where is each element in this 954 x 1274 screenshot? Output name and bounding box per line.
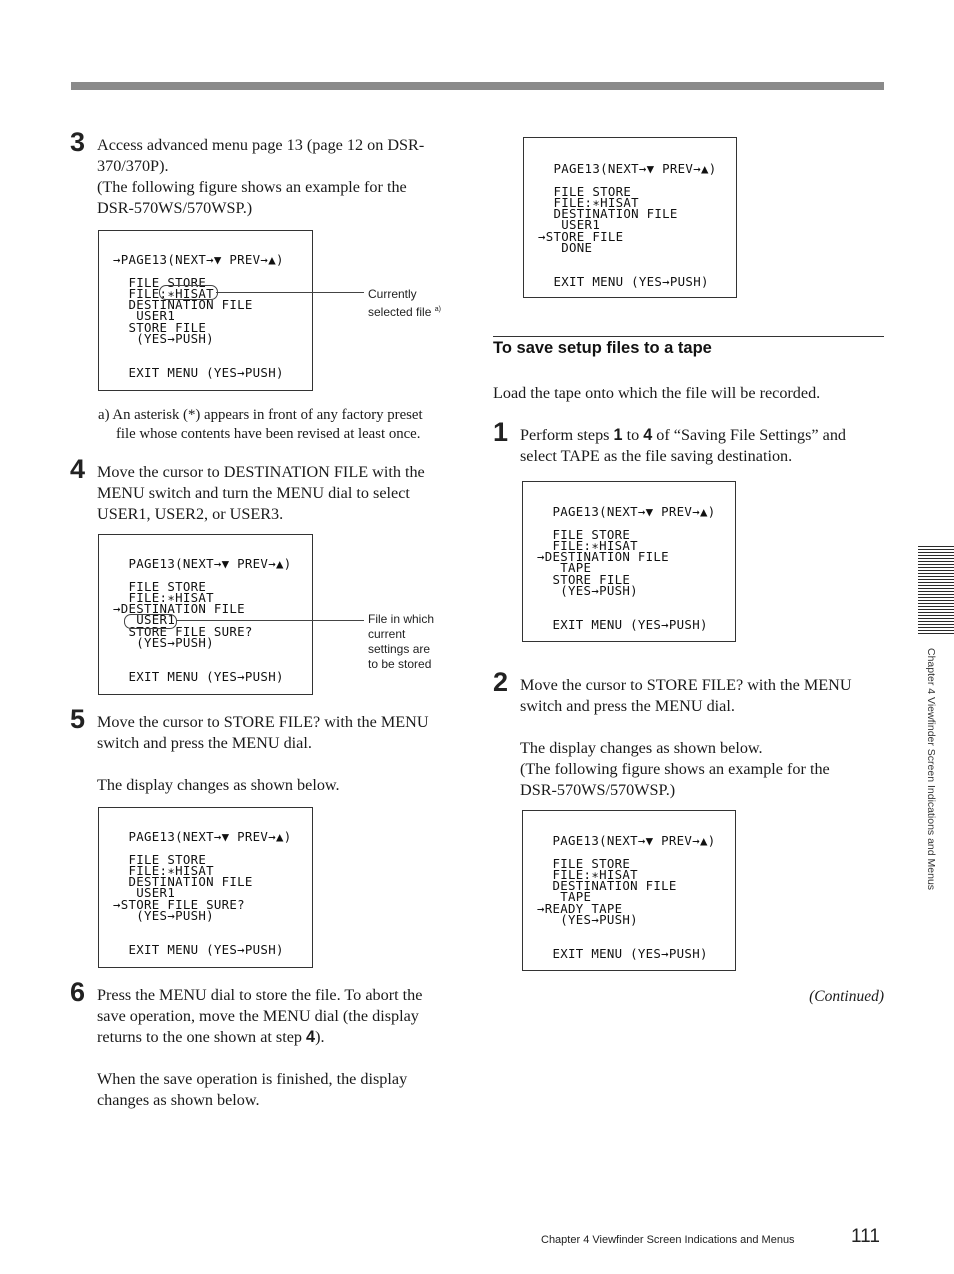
step-number-3: 3	[70, 127, 86, 157]
menu-screen-store-file-sure: PAGE13(NEXT→▼ PREV→▲) FILE STORE FILE:∗HISAT DESTINATION FILE USER1 →STORE FILE SURE? (YES→PUSH) EXIT MENU (YES→PUSH)	[98, 807, 313, 968]
step-5-text: Move the cursor to STORE FILE? with the MENU switch and press the MENU dial. The display changes as shown below.	[97, 713, 429, 794]
page-number: 111	[851, 1226, 880, 1247]
footnote: a) An asterisk (*) appears in front of any factory preset file whose contents have been revised at least once.	[98, 407, 423, 442]
menu-screen-store-done: PAGE13(NEXT→▼ PREV→▲) FILE STORE FILE:∗HISAT DESTINATION FILE USER1 →STORE FILE DONE EXIT MENU (YES→PUSH)	[523, 137, 737, 298]
selected-file-highlight	[159, 285, 218, 300]
menu-screen-ready-tape: PAGE13(NEXT→▼ PREV→▲) FILE STORE FILE:∗HISAT DESTINATION FILE TAPE →READY TAPE (YES→PUSH) EXIT MENU (YES→PUSH)	[522, 810, 736, 971]
section-divider	[493, 336, 884, 337]
chapter-tab-label: Chapter 4 Viewfinder Screen Indications and Menus	[925, 648, 937, 891]
callout-leader-line	[176, 620, 364, 621]
footer-chapter: Chapter 4 Viewfinder Screen Indications and Menus	[541, 1234, 795, 1246]
chapter-tab-marker	[918, 546, 954, 636]
menu-screen-page13-initial: →PAGE13(NEXT→▼ PREV→▲) FILE STORE FILE:∗HISAT DESTINATION FILE USER1 STORE FILE (YES→PUSH) EXIT MENU (YES→PUSH)	[98, 230, 313, 391]
tape-step-number-2: 2	[493, 667, 509, 697]
section-heading: To save setup files to a tape	[493, 339, 712, 357]
header-rule	[71, 82, 884, 90]
step-number-6: 6	[70, 977, 86, 1007]
callout-leader-line	[216, 292, 364, 293]
tape-step-number-1: 1	[493, 417, 509, 447]
step-3-text: Access advanced menu page 13 (page 12 on DSR- 370/370P). (The following figure shows an example for the DSR-570WS/570WSP.)	[97, 136, 425, 217]
tape-step-2-text: Move the cursor to STORE FILE? with the MENU switch and press the MENU dial. The display changes as shown below. (The following figure shows an example for the DSR-570WS/570WSP.)	[520, 676, 852, 799]
callout-currently-selected-file: Currently selected file $^{a)}$	[368, 287, 441, 319]
step-4-text: Move the cursor to DESTINATION FILE with the MENU switch and turn the MENU dial to select USER1, USER2, or USER3.	[97, 463, 425, 523]
tape-step-1-text: Perform steps 1 to 4 of “Saving File Settings” and select TAPE as the file saving destination.	[520, 426, 847, 465]
callout-file-to-be-stored: File in which current settings are to be stored	[368, 612, 435, 671]
step-number-4: 4	[70, 454, 86, 484]
menu-screen-destination-tape: PAGE13(NEXT→▼ PREV→▲) FILE STORE FILE:∗HISAT →DESTINATION FILE TAPE STORE FILE (YES→PUSH) EXIT MENU (YES→PUSH)	[522, 481, 736, 642]
step-number-5: 5	[70, 704, 86, 734]
step-6-text: Press the MENU dial to store the file. To abort the save operation, move the MENU dial (the display returns to the one shown at step 4). When the save operation is finished, the display changes as shown below.	[97, 986, 423, 1109]
section-intro: Load the tape onto which the file will be recorded.	[493, 384, 821, 402]
destination-highlight	[124, 614, 177, 629]
continued-note: (Continued)	[809, 988, 884, 1005]
menu-screen-destination-file: PAGE13(NEXT→▼ PREV→▲) FILE STORE FILE:∗HISAT →DESTINATION FILE USER1 STORE FILE SURE? (YES→PUSH) EXIT MENU (YES→PUSH)	[98, 534, 313, 695]
